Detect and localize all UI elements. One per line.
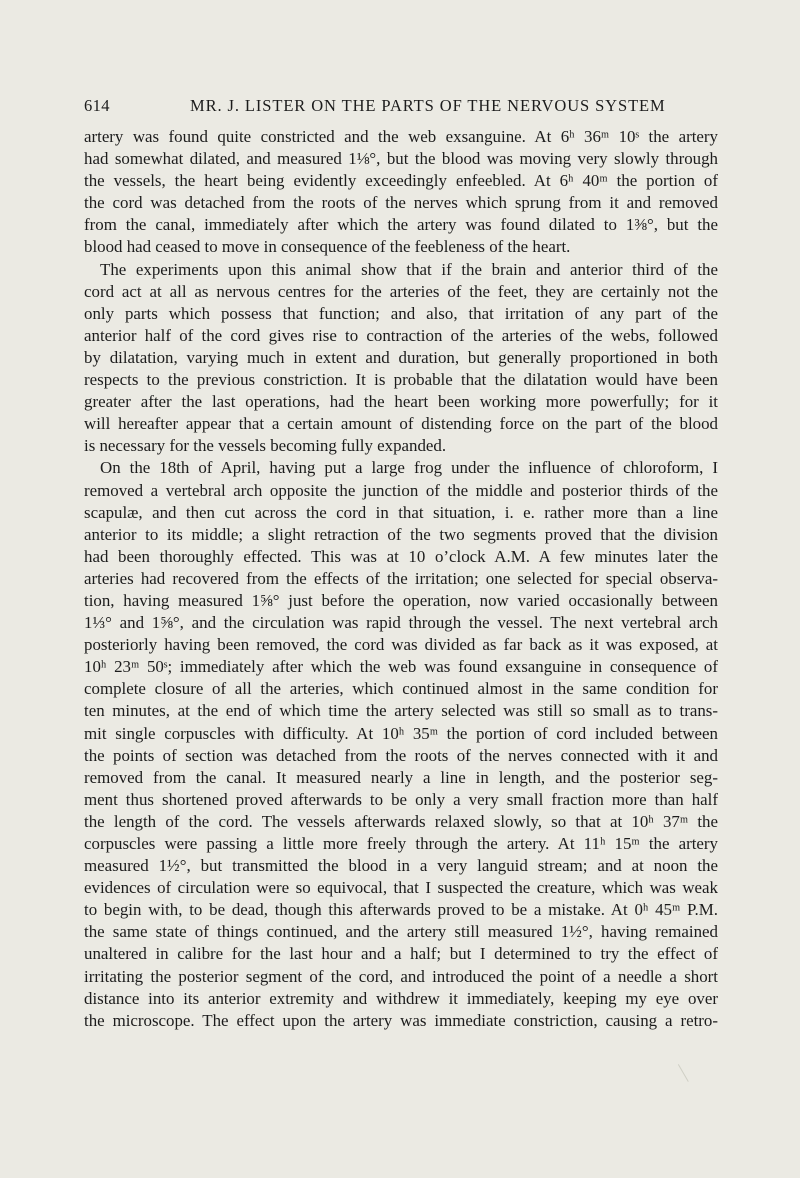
scan-mark xyxy=(678,1058,699,1082)
text-line: complete closure of all the arteries, which continued almost in the same condition for xyxy=(84,679,718,699)
text-line: to begin with, to be dead, though this afterwards proved to be a mistake. At 0ʰ 45ᵐ P.M. xyxy=(84,900,718,920)
text-line: from the canal, immediately after which the artery was found dilated to 1⅜°, but the xyxy=(84,215,718,235)
running-head: MR. J. LISTER ON THE PARTS OF THE NERVOUS SYSTEM xyxy=(190,96,666,115)
text-line: the cord was detached from the roots of the nerves which sprung from it and removed xyxy=(84,193,718,213)
text-line: will hereafter appear that a certain amount of distending force on the part of the blood xyxy=(84,414,718,434)
text-line: 10ʰ 23ᵐ 50ˢ; immediately after which the web was found exsanguine in consequence of xyxy=(84,657,718,677)
text-line: distance into its anterior extremity and withdrew it immediately, keeping my eye over xyxy=(84,988,718,1008)
text-line: evidences of circulation were so equivocal, that I suspected the creature, which was weak xyxy=(84,878,718,898)
text-line: the length of the cord. The vessels afterwards relaxed slowly, so that at 10ʰ 37ᵐ the xyxy=(84,811,718,831)
text-line: 1⅓° and 1⅝°, and the circulation was rapid through the vessel. The next vertebral arch xyxy=(84,613,718,633)
text-line: removed a vertebral arch opposite the junction of the middle and posterior thirds of the xyxy=(84,480,718,500)
text-line: blood had ceased to move in consequence of the feebleness of the heart. xyxy=(84,237,571,257)
text-line: corpuscles were passing a little more freely through the artery. At 11ʰ 15ᵐ the artery xyxy=(84,834,718,853)
text-line: had somewhat dilated, and measured 1⅛°, but the blood was moving very slowly through xyxy=(84,149,718,169)
text-line: greater after the last operations, had the heart been working more powerfully; for it xyxy=(84,392,718,412)
text-line: The experiments upon this animal show that if the brain and anterior third of the xyxy=(100,259,718,279)
text-line: anterior to its middle; a slight retraction of the two segments proved that the division xyxy=(84,524,718,544)
body-text xyxy=(84,126,718,1032)
text-line: the microscope. The effect upon the artery was immediate constriction, causing a retro- xyxy=(84,1010,718,1030)
text-line: ment thus shortened proved afterwards to be only a very small fraction more than half xyxy=(84,789,718,809)
text-line: On the 18th of April, having put a large frog under the influence of chloroform, I xyxy=(100,458,718,478)
text-line: the vessels, the heart being evidently exceedingly enfeebled. At 6ʰ 40ᵐ the portion of xyxy=(84,171,718,191)
text-line: artery was found quite constricted and the web exsanguine. At 6ʰ 36ᵐ 10ˢ the artery xyxy=(84,127,718,146)
text-line: arteries had recovered from the effects of the irritation; one selected for special observa- xyxy=(84,568,718,588)
text-line: scapulæ, and then cut across the cord in that situation, i. e. rather more than a line xyxy=(84,502,718,522)
page-number: 614 xyxy=(84,96,110,115)
page-header xyxy=(84,96,716,120)
text-line: mit single corpuscles with difficulty. At 10ʰ 35ᵐ the portion of cord included between xyxy=(84,723,718,743)
text-line: respects to the previous constriction. It is probable that the dilatation would have been xyxy=(84,370,718,390)
text-line: only parts which possess that function; and also, that irritation of any part of the xyxy=(84,303,718,323)
text-line: irritating the posterior segment of the cord, and introduced the point of a needle a short xyxy=(84,966,718,986)
text-line: posteriorly having been removed, the cord was divided as far back as it was exposed, at xyxy=(84,635,718,655)
text-line: tion, having measured 1⅝° just before the operation, now varied occasionally between xyxy=(84,590,718,610)
text-line: removed from the canal. It measured nearly a line in length, and the posterior seg- xyxy=(84,767,718,787)
text-line: is necessary for the vessels becoming fully expanded. xyxy=(84,436,447,456)
text-line: the points of section was detached from the roots of the nerves connected with it and xyxy=(84,745,718,765)
text-line: ten minutes, at the end of which time the artery selected was still so small as to trans- xyxy=(84,701,718,721)
text-line: anterior half of the cord gives rise to contraction of the arteries of the webs, followed xyxy=(84,325,718,345)
text-line: measured 1½°, but transmitted the blood in a very languid stream; and at noon the xyxy=(84,856,718,876)
text-line: by dilatation, varying much in extent and duration, but generally proportioned in both xyxy=(84,347,718,367)
text-line: had been thoroughly effected. This was at 10 o’clock A.M. A few minutes later the xyxy=(84,546,718,566)
text-line: the same state of things continued, and the artery still measured 1½°, having remained xyxy=(84,922,718,942)
text-line: cord act at all as nervous centres for the arteries of the feet, they are certainly not the xyxy=(84,281,718,301)
text-line: unaltered in calibre for the last hour and a half; but I determined to try the effect of xyxy=(84,944,718,964)
